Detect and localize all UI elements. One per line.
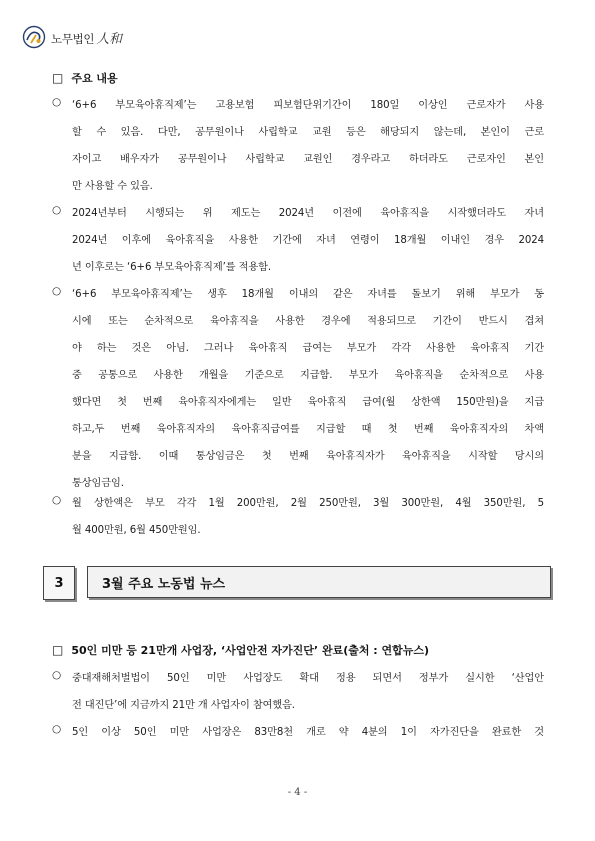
text-line: 통상임금임. xyxy=(72,478,124,489)
text-line: 했다면 첫 번째 육아휴직자에게는 일반 육아휴직 급여(월 상한액 150만원)을 지급 xyxy=(72,397,544,408)
text-line: 5인 이상 50인 미만 사업장은 83만8천 개로 약 4분의 1이 자가진단을 완료한 것 xyxy=(72,727,544,738)
text-line: 야 하는 것은 아님. 그러나 육아휴직 급여는 부모가 각각 사용한 육아휴직 기간 xyxy=(72,343,544,354)
firm-logo-icon xyxy=(22,25,46,49)
text-line: 만 사용할 수 있음. xyxy=(72,181,153,192)
text-line: 시에 또는 순차적으로 육아휴직을 사용한 경우에 적용되므로 기간이 반드시 겹쳐 xyxy=(72,316,544,327)
text-line: 할 수 있음. 다만, 공무원이나 사립학교 교원 등은 해당되지 않는데, 본인이 근로 xyxy=(72,127,544,138)
circle-bullet-icon: ○ xyxy=(52,204,62,216)
section-heading-title: 3월 주요 노동법 뉴스 xyxy=(87,566,551,598)
text-line: 월 400만원, 6월 450만원임. xyxy=(72,525,201,536)
text-line: 2024년부터 시행되는 위 제도는 2024년 이전에 육아휴직을 시작했더라도 자녀 xyxy=(72,208,544,219)
page-number: - 4 - xyxy=(287,787,308,798)
text-line: 중 공통으로 사용한 개월을 기준으로 지급함. 부모가 육아휴직을 순차적으로 사용 xyxy=(72,370,544,381)
circle-bullet-icon: ○ xyxy=(52,494,62,506)
section-title-key-content: □ 주요 내용 xyxy=(52,71,118,85)
text-line: ‘6+6 부모육아휴직제’는 고용보험 피보험단위기간이 180일 이상인 근로자가 사용 xyxy=(72,100,544,111)
document-header xyxy=(22,24,122,50)
circle-bullet-icon: ○ xyxy=(52,723,62,735)
text-line: 하고,두 번째 육아휴직자의 육아휴직급여를 지급할 때 첫 번째 육아휴직자의 차액 xyxy=(72,424,544,435)
firm-name: 노무법인 人和 xyxy=(51,31,122,47)
text-line: 전 대진단’에 지금까지 21만 개 사업자이 참여했음. xyxy=(72,700,295,711)
text-line: 분을 지급함. 이때 통상임금은 첫 번째 육아휴직자가 육아휴직을 시작할 당시의 xyxy=(72,451,544,462)
text-line: 2024년 이후에 육아휴직을 사용한 기간에 자녀 연령이 18개월 이내인 경우 2024 xyxy=(72,235,544,246)
section-heading-band xyxy=(43,566,553,602)
circle-bullet-icon: ○ xyxy=(52,285,62,297)
circle-bullet-icon: ○ xyxy=(52,96,62,108)
text-line: ‘6+6 부모육아휴직제’는 생후 18개월 이내의 같은 자녀를 돌보기 위해 부모가 동 xyxy=(72,289,544,300)
text-line: 자이고 배우자가 공무원이나 사립학교 교원인 경우라고 하더라도 근로자인 본인 xyxy=(72,154,544,165)
text-line: 년 이후로는 ‘6+6 부모육아휴직제’를 적용함. xyxy=(72,262,272,273)
circle-bullet-icon: ○ xyxy=(52,669,62,681)
checkbox-square-icon: □ xyxy=(52,71,64,85)
text-line: 중대재해처벌법이 50인 미만 사업장도 확대 정용 되면서 정부가 실시한 ‘산업안 xyxy=(72,673,544,684)
firm-hanja: 人和 xyxy=(96,31,122,47)
checkbox-square-icon: □ xyxy=(52,643,64,657)
text-line: 월 상한액은 부모 각각 1월 200만원, 2월 250만원, 3월 300만원, 4월 350만원, 5 xyxy=(72,498,544,509)
news-headline: □ 50인 미만 등 21만개 사업장, ‘사업안전 자가진단’ 완료(출처 : 연합뉴스) xyxy=(52,643,430,657)
section-number: 3 xyxy=(43,566,75,600)
